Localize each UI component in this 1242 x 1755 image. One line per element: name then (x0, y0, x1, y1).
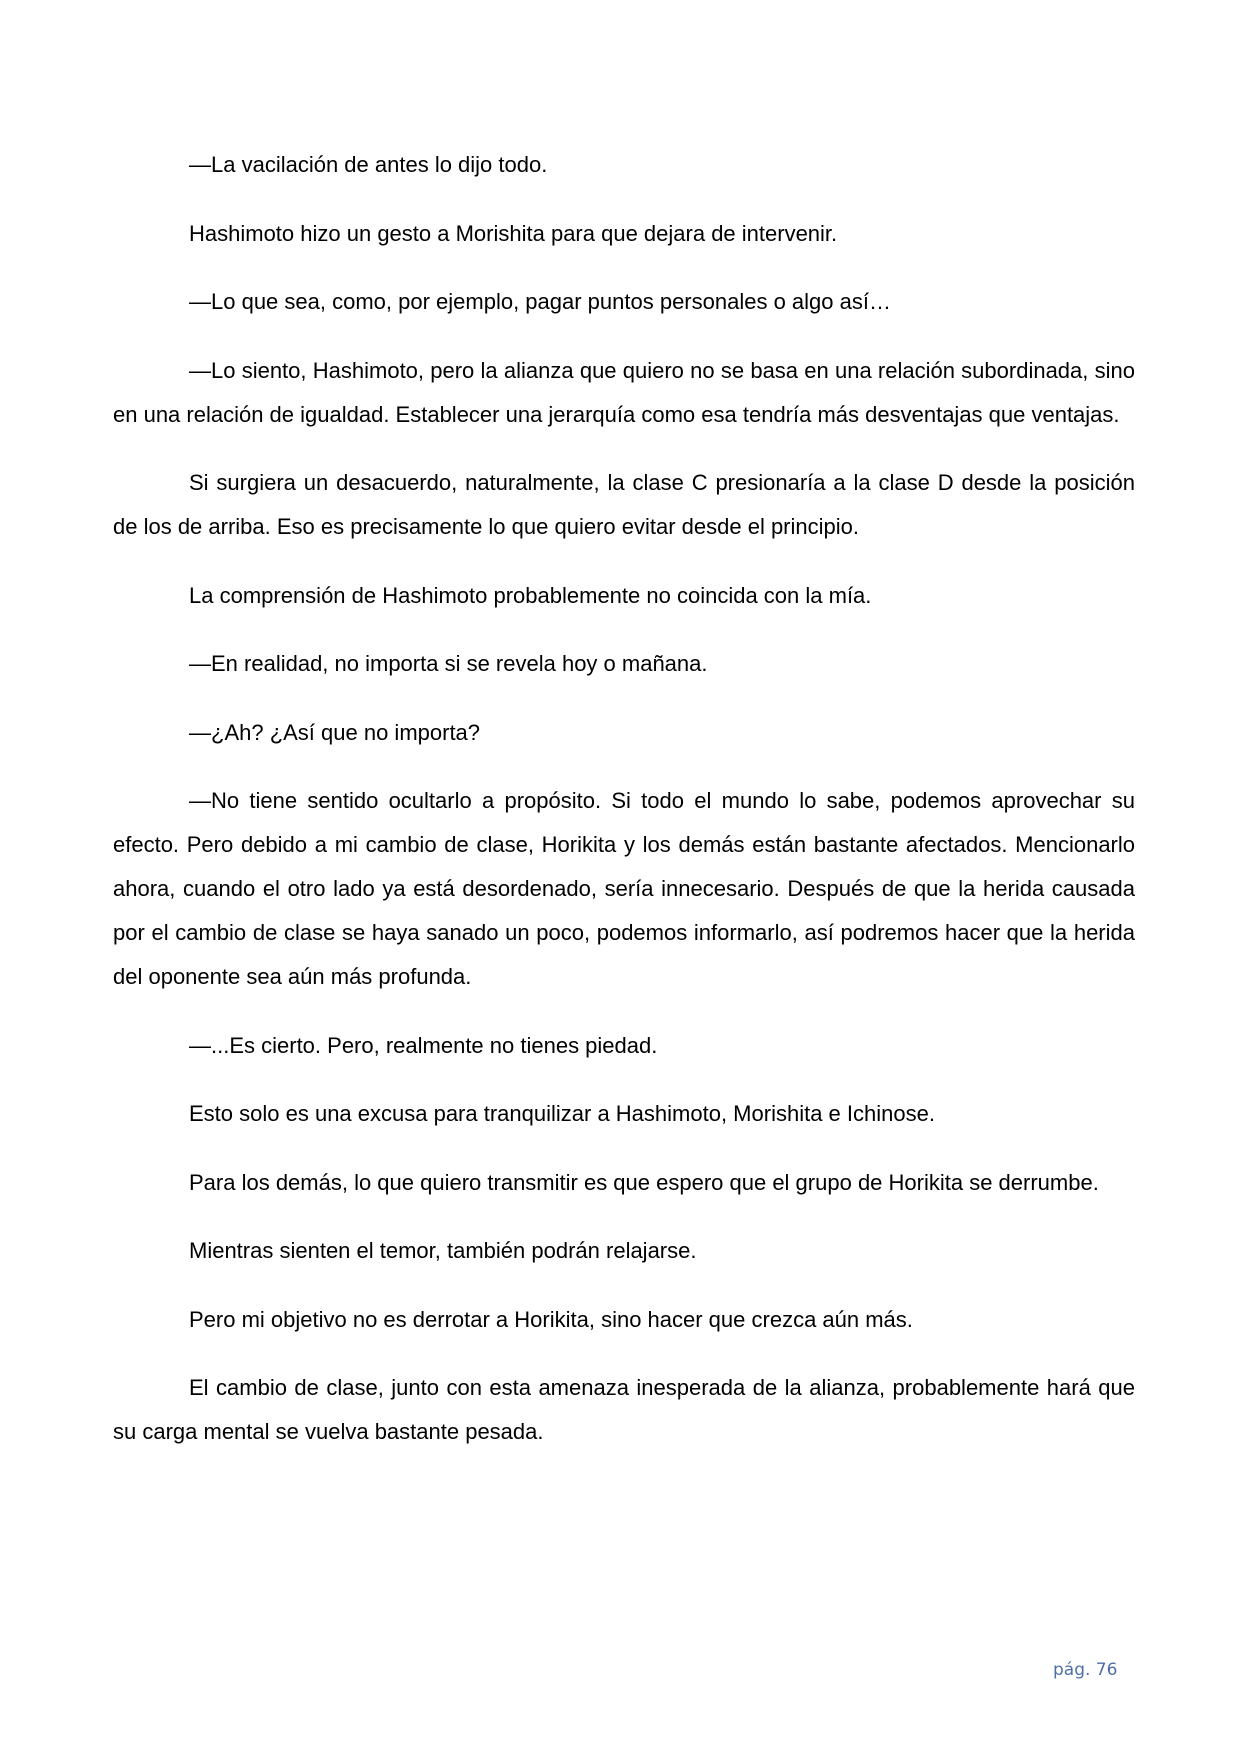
paragraph: Esto solo es una excusa para tranquilizar a Hashimoto, Morishita e Ichinose. (189, 1101, 935, 1126)
paragraph: La comprensión de Hashimoto probablemente no coincida con la mía. (189, 582, 872, 608)
paragraph: Si surgiera un desacuerdo, naturalmente, la clase C presionaría a la clase D desde la posición de los de arriba. Eso es precisamente lo que quiero evitar desde el principio. (113, 470, 1135, 539)
paragraph: —En realidad, no importa si se revela hoy o mañana. (189, 651, 708, 676)
paragraph: —...Es cierto. Pero, realmente no tienes piedad. (189, 1032, 658, 1058)
body-text (113, 143, 1135, 1479)
paragraph: —No tiene sentido ocultarlo a propósito. Si todo el mundo lo sabe, podemos aprovechar su efecto. Pero debido a mi cambio de clase, Horikita y los demás están bastante afectados. Mencionarlo ahora, cuando el otro lado ya está desordenado, sería innecesario. Después de que la herida causada por el cambio de clase se haya sanado un poco, podemos informarlo, así podremos hacer que la herida del oponente sea aún más profunda. (113, 788, 1135, 989)
paragraph: —¿Ah? ¿Así que no importa? (189, 719, 481, 745)
paragraph: Para los demás, lo que quiero transmitir es que espero que el grupo de Horikita se derrumbe. (189, 1169, 1099, 1195)
paragraph: Pero mi objetivo no es derrotar a Horikita, sino hacer que crezca aún más. (189, 1306, 913, 1332)
paragraph: —La vacilación de antes lo dijo todo. (189, 152, 548, 177)
paragraph: —Lo siento, Hashimoto, pero la alianza que quiero no se basa en una relación subordinada, sino en una relación de igualdad. Establecer una jerarquía como esa tendría más desventajas que ventajas. (113, 357, 1135, 427)
page-number: pág. 76 (1053, 1660, 1118, 1680)
paragraph: Hashimoto hizo un gesto a Morishita para que dejara de intervenir. (189, 220, 838, 246)
paragraph: —Lo que sea, como, por ejemplo, pagar puntos personales o algo así… (189, 289, 891, 314)
paragraph: Mientras sienten el temor, también podrán relajarse. (189, 1238, 697, 1263)
paragraph: El cambio de clase, junto con esta amenaza inesperada de la alianza, probablemente hará que su carga mental se vuelva bastante pesada. (113, 1375, 1135, 1444)
